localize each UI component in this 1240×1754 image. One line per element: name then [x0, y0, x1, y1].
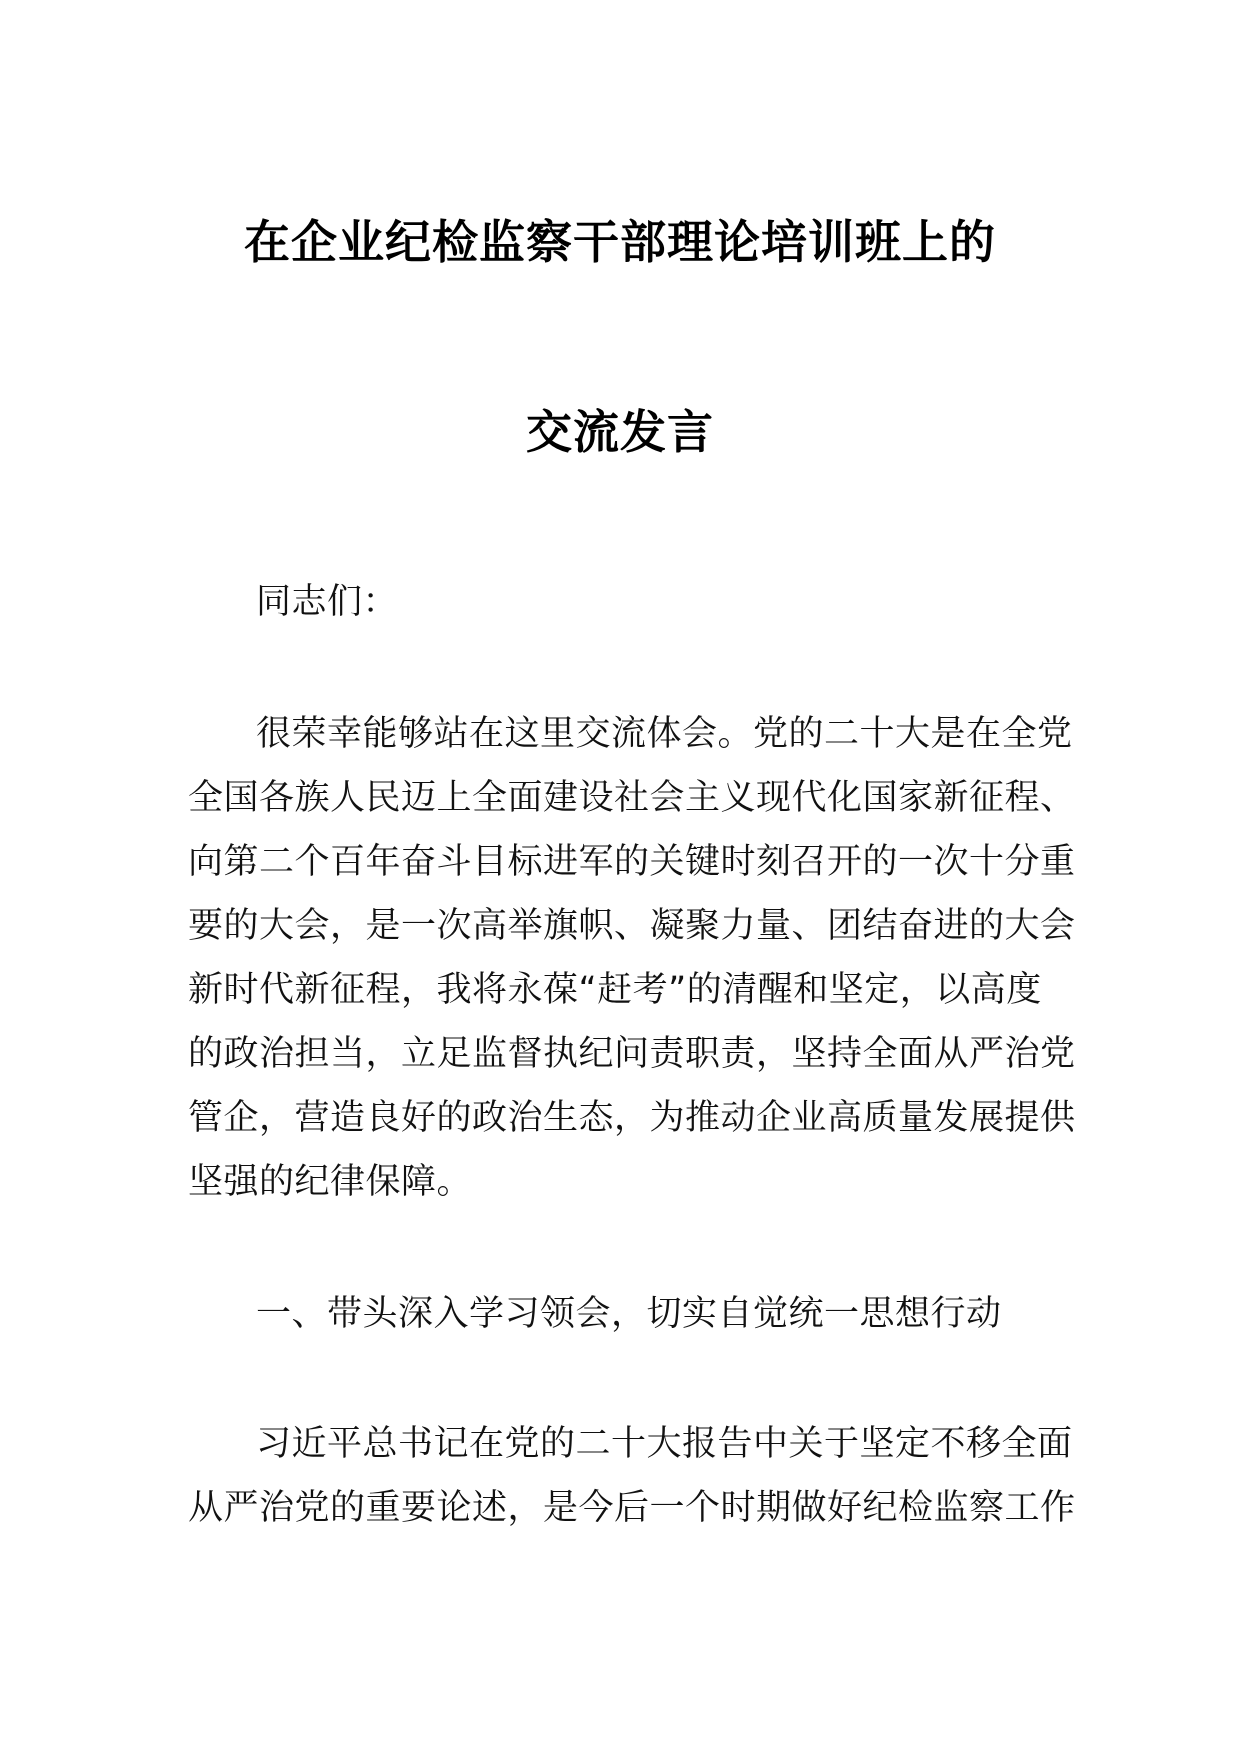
document-title-line-2: 交流发言	[526, 405, 714, 459]
section-heading: 一、带头深入学习领会，切实自觉统一思想行动	[256, 1294, 1002, 1334]
paragraph-line: 从严治党的重要论述，是今后一个时期做好纪检监察工作	[188, 1488, 1076, 1528]
paragraph-line: 新时代新征程，我将永葆“赶考”的清醒和坚定，以高度	[188, 970, 1042, 1010]
salutation: 同志们：	[256, 582, 399, 622]
paragraph-line: 管企，营造良好的政治生态，为推动企业高质量发展提供	[188, 1098, 1076, 1138]
document-title-line-1: 在企业纪检监察干部理论培训班上的	[244, 215, 996, 269]
paragraph-line: 要的大会，是一次高举旗帜、凝聚力量、团结奋进的大会	[188, 906, 1076, 946]
paragraph-line: 向第二个百年奋斗目标进军的关键时刻召开的一次十分重	[188, 842, 1076, 882]
paragraph-line: 习近平总书记在党的二十大报告中关于坚定不移全面	[256, 1424, 1073, 1464]
paragraph-line: 很荣幸能够站在这里交流体会。党的二十大是在全党	[256, 714, 1073, 754]
paragraph-line: 的政治担当，立足监督执纪问责职责，坚持全面从严治党	[188, 1034, 1076, 1074]
paragraph-line: 全国各族人民迈上全面建设社会主义现代化国家新征程、	[188, 778, 1076, 818]
paragraph-line: 坚强的纪律保障。	[188, 1162, 473, 1202]
